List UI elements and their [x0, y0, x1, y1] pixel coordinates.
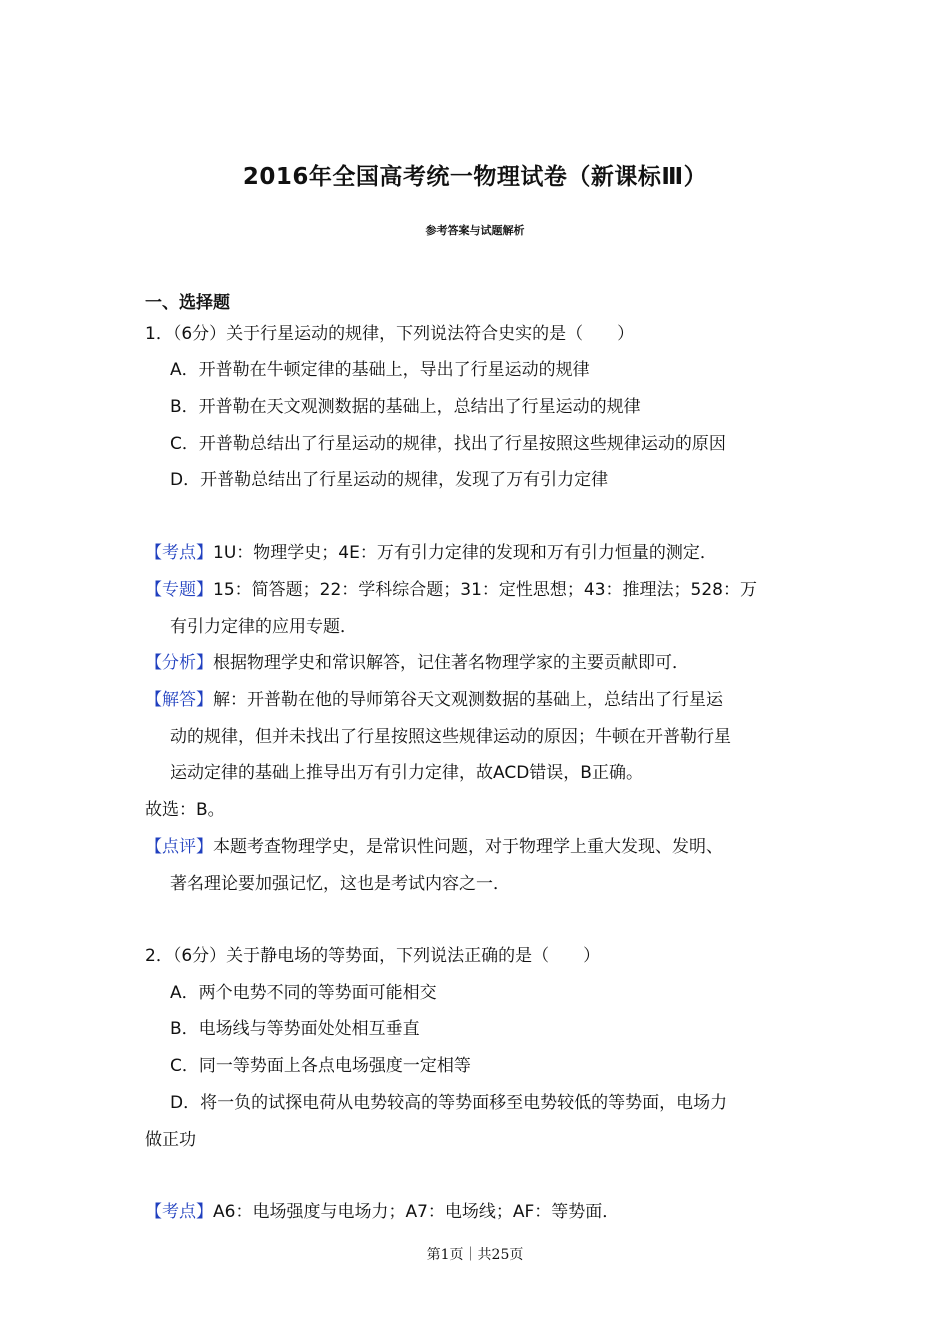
q1-option-c: C．开普勒总结出了行星运动的规律，找出了行星按照这些规律运动的原因 — [170, 434, 726, 454]
zhuanti-text: 15：简答题；22：学科综合题；31：定性思想；43：推理法；528：万 — [213, 580, 757, 600]
kaodian-text: A6：电场强度与电场力；A7：电场线；AF：等势面． — [213, 1202, 620, 1222]
q2-stem: 2．（6分）关于静电场的等势面，下列说法正确的是（ ） — [145, 946, 601, 966]
dianping-tag: 【点评】 — [145, 837, 213, 857]
fenxi-tag: 【分析】 — [145, 653, 213, 673]
kaodian-tag: 【考点】 — [145, 1202, 213, 1222]
q2-option-b: B．电场线与等势面处处相互垂直 — [170, 1019, 420, 1039]
page-title: 2016年全国高考统一物理试卷（新课标Ⅲ） — [242, 164, 708, 190]
jieda-tag: 【解答】 — [145, 690, 213, 710]
q1-dianping — [145, 836, 723, 858]
dianping-text: 本题考查物理学史，是常识性问题，对于物理学上重大发现、发明、 — [213, 837, 723, 857]
page-footer: 第1页｜共25页 — [426, 1247, 524, 1263]
q2-option-c: C．同一等势面上各点电场强度一定相等 — [170, 1056, 471, 1076]
q1-jieda — [145, 689, 723, 711]
fenxi-text: 根据物理学史和常识解答，记住著名物理学家的主要贡献即可． — [213, 653, 689, 673]
q1-kaodian — [145, 542, 717, 564]
q2-kaodian — [145, 1201, 619, 1223]
q1-option-d: D．开普勒总结出了行星运动的规律，发现了万有引力定律 — [170, 470, 609, 490]
q2-option-d-cont: 做正功 — [145, 1130, 196, 1150]
zhuanti-tag: 【专题】 — [145, 580, 213, 600]
page-subtitle: 参考答案与试题解析 — [425, 224, 525, 237]
q1-dianping-cont: 著名理论要加强记忆，这也是考试内容之一． — [170, 874, 510, 894]
q1-jieda-line3: 运动定律的基础上推导出万有引力定律，故ACD错误，B正确。 — [170, 763, 643, 783]
kaodian-text: 1U：物理学史；4E：万有引力定律的发现和万有引力恒量的测定． — [213, 543, 717, 563]
q1-zhuanti-cont: 有引力定律的应用专题． — [170, 617, 357, 637]
q1-option-b: B．开普勒在天文观测数据的基础上，总结出了行星运动的规律 — [170, 397, 641, 417]
q2-option-a: A．两个电势不同的等势面可能相交 — [170, 983, 437, 1003]
q1-zhuanti — [145, 579, 757, 601]
kaodian-tag: 【考点】 — [145, 543, 213, 563]
q1-jieda-line2: 动的规律，但并未找出了行星按照这些规律运动的原因；牛顿在开普勒行星 — [170, 727, 731, 747]
jieda-text: 解：开普勒在他的导师第谷天文观测数据的基础上，总结出了行星运 — [213, 690, 723, 710]
q1-fenxi — [145, 652, 689, 674]
section-title: 一、选择题 — [145, 293, 230, 313]
q2-option-d: D．将一负的试探电荷从电势较高的等势面移至电势较低的等势面，电场力 — [170, 1093, 728, 1113]
q1-answer: 故选：B。 — [145, 800, 225, 820]
q1-stem: 1．（6分）关于行星运动的规律，下列说法符合史实的是（ ） — [145, 324, 635, 344]
q1-option-a: A．开普勒在牛顿定律的基础上，导出了行星运动的规律 — [170, 360, 590, 380]
